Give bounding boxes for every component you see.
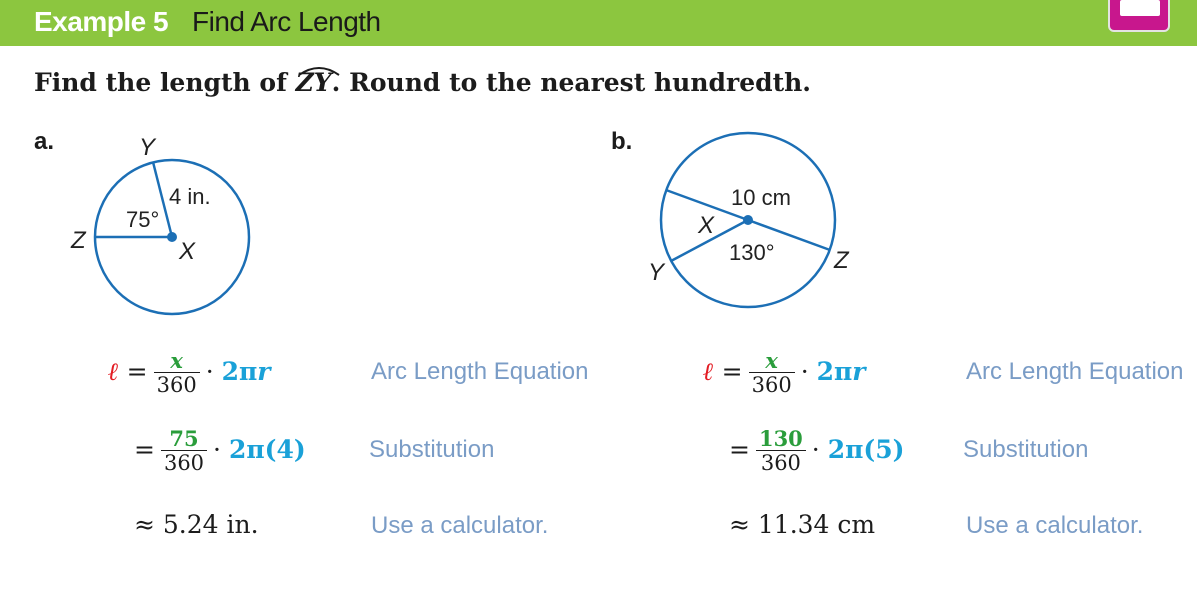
point-z-label-b: Z (834, 247, 849, 274)
angle-label-a: 75° (126, 207, 160, 232)
arc-length-symbol: ℓ (108, 357, 119, 386)
part-a-label: a. (34, 128, 55, 155)
center-point-a (167, 232, 177, 242)
fraction-numerator: 130 (756, 428, 806, 451)
dot-operator: · (811, 435, 820, 464)
dot-operator: · (213, 435, 221, 464)
fraction-denominator: 360 (760, 451, 801, 475)
center-x-label-a: X (179, 238, 196, 265)
example-number: Example 5 (34, 6, 169, 37)
equals-sign: = (134, 435, 155, 464)
equation-b-3: ≈ 11.34 cm (729, 510, 876, 539)
fraction-numerator: x (749, 350, 795, 373)
circumference-term: 2πr (816, 357, 866, 386)
angle-label-b: 130° (729, 240, 775, 265)
circle-diagram-b (648, 133, 850, 307)
circumference-term: 2πr (221, 357, 271, 386)
note-b-2: Substitution (963, 436, 1089, 463)
point-y-label-a: Y (139, 134, 156, 161)
equation-b-1 (703, 350, 865, 397)
note-a-1: Arc Length Equation (371, 358, 589, 385)
dot-operator: · (205, 357, 214, 386)
note-b-3: Use a calculator. (966, 512, 1144, 539)
prompt-after: . Round to the nearest hundredth. (331, 68, 812, 97)
fraction (161, 428, 207, 475)
note-a-3: Use a calculator. (371, 512, 549, 539)
radius-label-a: 4 in. (169, 184, 211, 209)
fraction (154, 350, 200, 397)
arc-length-symbol: ℓ (703, 357, 714, 386)
fraction (756, 428, 806, 475)
center-point-b (743, 215, 753, 225)
circumference-term: 2π(5) (827, 435, 905, 464)
circle-diagram-a (70, 134, 249, 314)
equation-b-2 (729, 428, 904, 475)
radius-label-b: 10 cm (731, 185, 791, 210)
equals-sign: = (721, 357, 743, 386)
note-b-1: Arc Length Equation (966, 358, 1184, 385)
arc-label: ZY (295, 68, 332, 97)
fraction-denominator: 360 (163, 451, 205, 475)
circumference-term: 2π(4) (228, 435, 306, 464)
equation-a-2 (134, 428, 306, 475)
fraction-numerator: 75 (161, 428, 207, 451)
fraction-numerator: x (154, 350, 200, 373)
equation-a-1 (108, 350, 270, 397)
fraction-denominator: 360 (156, 373, 197, 397)
center-x-label-b: X (698, 212, 715, 239)
example-title: Find Arc Length (192, 6, 381, 37)
point-z-label-a: Z (71, 227, 86, 254)
dot-operator: · (800, 357, 809, 386)
fraction-denominator: 360 (751, 373, 792, 397)
prompt-before: Find the length of (34, 68, 296, 97)
equation-a-3: ≈ 5.24 in. (134, 510, 259, 539)
equals-sign: = (729, 435, 750, 464)
fraction (749, 350, 795, 397)
equals-sign: = (126, 357, 148, 386)
note-a-2: Substitution (369, 436, 495, 463)
point-y-label-b: Y (648, 259, 665, 286)
part-b-label: b. (611, 128, 633, 155)
